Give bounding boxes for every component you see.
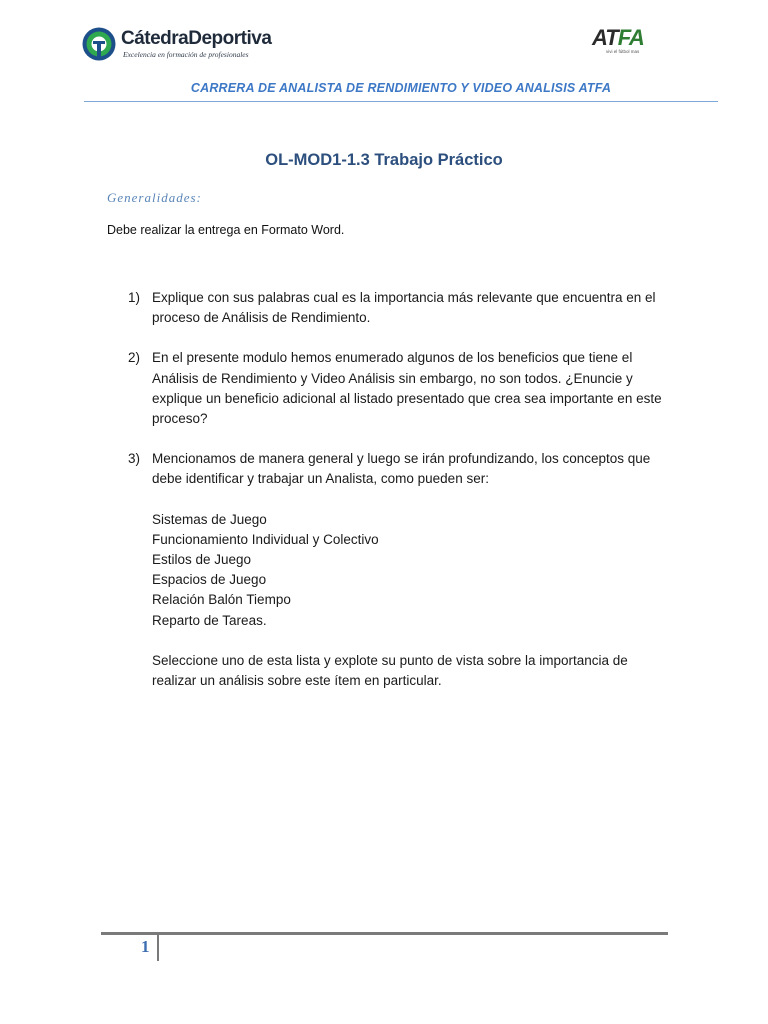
intro-text: Debe realizar la entrega en Formato Word. (107, 223, 345, 237)
atfa-slogan: vivi el fútbol mas (606, 49, 640, 54)
header-divider (84, 101, 718, 102)
list-item (128, 348, 673, 429)
concept-item: Funcionamiento Individual y Colectivo (152, 531, 379, 547)
catedra-shield-icon (81, 26, 117, 62)
footer-divider (101, 932, 668, 935)
header-title: CARRERA DE ANALISTA DE RENDIMIENTO Y VIDEO ANALISIS ATFA (190, 81, 612, 95)
atfa-logo (592, 27, 652, 54)
concept-item: Estilos de Juego (152, 552, 252, 568)
concept-list (152, 510, 673, 631)
item-number: 2) (128, 350, 141, 366)
list-item (128, 288, 673, 328)
document-title: OL-MOD1-1.3 Trabajo Práctico (265, 151, 503, 169)
item-number: 3) (128, 451, 141, 467)
atfa-logo-part2: FA (617, 25, 644, 50)
atfa-logo-part1: AT (592, 25, 618, 50)
item-text: Mencionamos de manera general y luego se irán profundizando, los conceptos que debe identificar y trabajar un Analista, como pueden ser: (152, 451, 651, 487)
item-text: En el presente modulo hemos enumerado algunos de los beneficios que tiene el Análisis de Rendimiento y Video Análisis sin embargo, no son todos. ¿Enuncie y explique un beneficio adicional al listado presentado que crea sea importante en este proceso? (152, 350, 662, 427)
catedra-deportiva-logo (81, 26, 271, 62)
concept-item: Espacios de Juego (152, 572, 267, 588)
list-item (128, 449, 673, 691)
brand-tagline: Excelencia en formación de profesionales (123, 50, 249, 59)
item-number: 1) (128, 290, 141, 305)
item-text: Explique con sus palabras cual es la importancia más relevante que encuentra en el proceso de Análisis de Rendimiento. (152, 290, 656, 326)
question-list (128, 288, 673, 711)
concept-item: Sistemas de Juego (152, 511, 267, 527)
section-heading: Generalidades: (107, 190, 202, 205)
brand-name: CátedraDeportiva (121, 28, 272, 49)
page-number-bar (157, 935, 159, 961)
closing-instruction: Seleccione uno de esta lista y explote su punto de vista sobre la importancia de realizar un análisis sobre este ítem en particular. (152, 652, 628, 689)
concept-item: Reparto de Tareas. (152, 612, 267, 628)
page-number: 1 (141, 937, 150, 956)
concept-item: Relación Balón Tiempo (152, 592, 291, 608)
